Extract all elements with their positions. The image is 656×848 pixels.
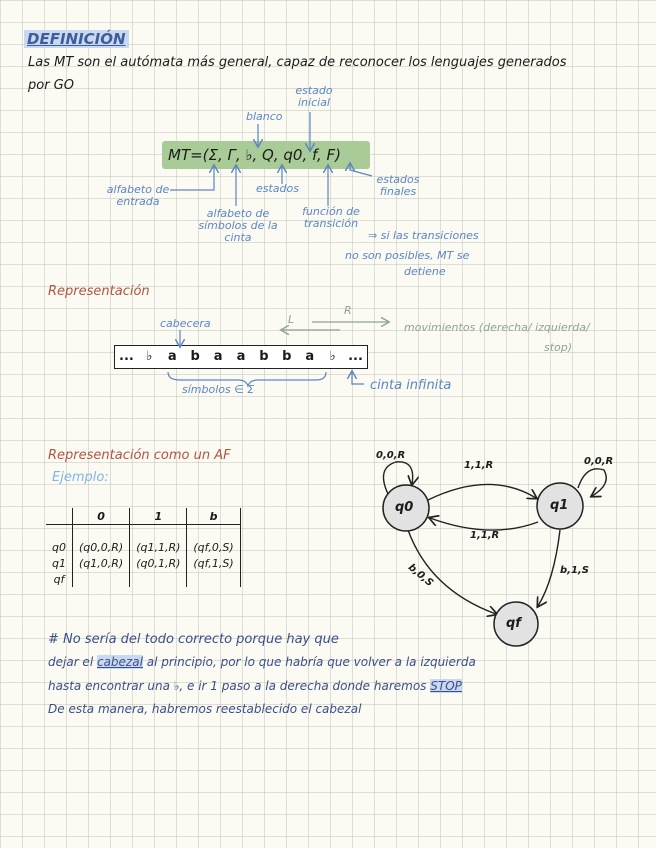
edge-q1-qf (538, 530, 560, 606)
tape-cell: ♭ (146, 349, 153, 364)
arrow-estados-finales (350, 164, 372, 176)
table-cell: (q0,1,R) (129, 555, 186, 571)
table-cell: (q1,0,R) (72, 555, 129, 571)
tape-cell: ... (348, 349, 363, 364)
arrow-cinta-infinita (352, 372, 364, 384)
nota-transiciones-3: detiene (404, 265, 446, 278)
table-cell: (q0,0,R) (72, 524, 129, 555)
page-title: DEFINICIÓN (24, 30, 129, 48)
label-r: R (344, 304, 352, 317)
table-header: 0 (72, 508, 129, 524)
table-header: 1 (129, 508, 186, 524)
label-blanco: blanco (246, 110, 283, 123)
edge-label: 1,1,R (470, 530, 500, 541)
state-q1-label: q1 (550, 498, 569, 513)
table-cell: q0 (46, 524, 72, 555)
heading-af: Representación como un AF (48, 448, 231, 463)
label-funcion-transicion: función de transición (302, 205, 360, 230)
nota-transiciones-2: no son posibles, MT se (345, 249, 470, 262)
edge-label: 0,0,R (584, 456, 614, 467)
nota-highlight-stop: STOP (430, 679, 462, 693)
nota-text: hasta encontrar una ♭, e ir 1 paso a la derecha donde haremos (48, 679, 427, 693)
label-estados: estados (256, 182, 299, 195)
label-cinta-infinita: cinta infinita (370, 378, 452, 393)
table-cell: qf (53, 572, 65, 586)
table-cell: (qf,1,S) (186, 555, 240, 571)
table-cell: q1 (52, 556, 66, 570)
nota-line-3 (48, 679, 462, 693)
edge-label: b,1,S (560, 565, 589, 576)
label-simbolos: símbolos ∈ Σ (182, 383, 255, 396)
table-header: b (186, 508, 240, 524)
nota-line-1: # No sería del todo correcto porque hay que (48, 632, 339, 647)
label-alfabeto-entrada: alfabeto de entrada (106, 183, 170, 208)
tape-cell: b (259, 349, 269, 364)
state-qf-label: qf (506, 616, 521, 631)
label-estado-inicial: estado inicial (295, 84, 333, 109)
intro-line-1: Las MT son el autómata más general, capaz de reconocer los lenguajes generados (28, 55, 567, 70)
label-stop: stop) (544, 341, 573, 354)
label-estados-finales: estados finales (376, 173, 420, 198)
edge-q0-q1 (428, 484, 536, 500)
mt-formula: MT=(Σ, Γ, ♭, Q, q0, f, F) (162, 141, 370, 169)
tape-cell: ♭ (329, 349, 336, 364)
tape-cell: ... (119, 349, 134, 364)
edge-q1-q1 (578, 469, 606, 496)
nota-line-4: De esta manera, habremos reestablecido el cabezal (48, 702, 362, 716)
intro-line-2: por GO (28, 78, 74, 93)
edge-label: 1,1,R (464, 460, 494, 471)
nota-line-2 (48, 655, 476, 669)
nota-text: al principio, por lo que habría que volver a la izquierda (146, 655, 476, 669)
label-ejemplo: Ejemplo: (52, 470, 109, 485)
brace-simbolos (168, 372, 326, 386)
nota-text: dejar el (48, 655, 94, 669)
edge-label: 0,0,R (376, 450, 406, 461)
tape-cell: a (213, 349, 223, 364)
nota-highlight-cabezal: cabezal (96, 655, 143, 669)
label-l: L (288, 313, 295, 326)
label-cabecera: cabecera (160, 317, 211, 330)
nota-transiciones: ⇒ si las transiciones (368, 229, 479, 242)
state-q0-label: q0 (395, 500, 414, 515)
table-cell: (q1,1,R) (129, 524, 186, 555)
tape-cell: b (282, 349, 292, 364)
edge-q1-q0 (430, 518, 538, 530)
tape-cell: b (190, 349, 200, 364)
table-cell: (qf,0,S) (186, 524, 240, 555)
tape-cell: a (236, 349, 246, 364)
label-alfabeto-cinta: alfabeto de símbolos de la cinta (198, 207, 278, 244)
tape-cell: a (167, 349, 177, 364)
tape-cell: a (305, 349, 315, 364)
label-movimientos: movimientos (derecha/ izquierda/ (404, 321, 590, 334)
edge-label: b,0,S (405, 561, 436, 590)
heading-representacion: Representación (48, 284, 150, 299)
arrow-alfabeto-entrada (170, 166, 214, 190)
